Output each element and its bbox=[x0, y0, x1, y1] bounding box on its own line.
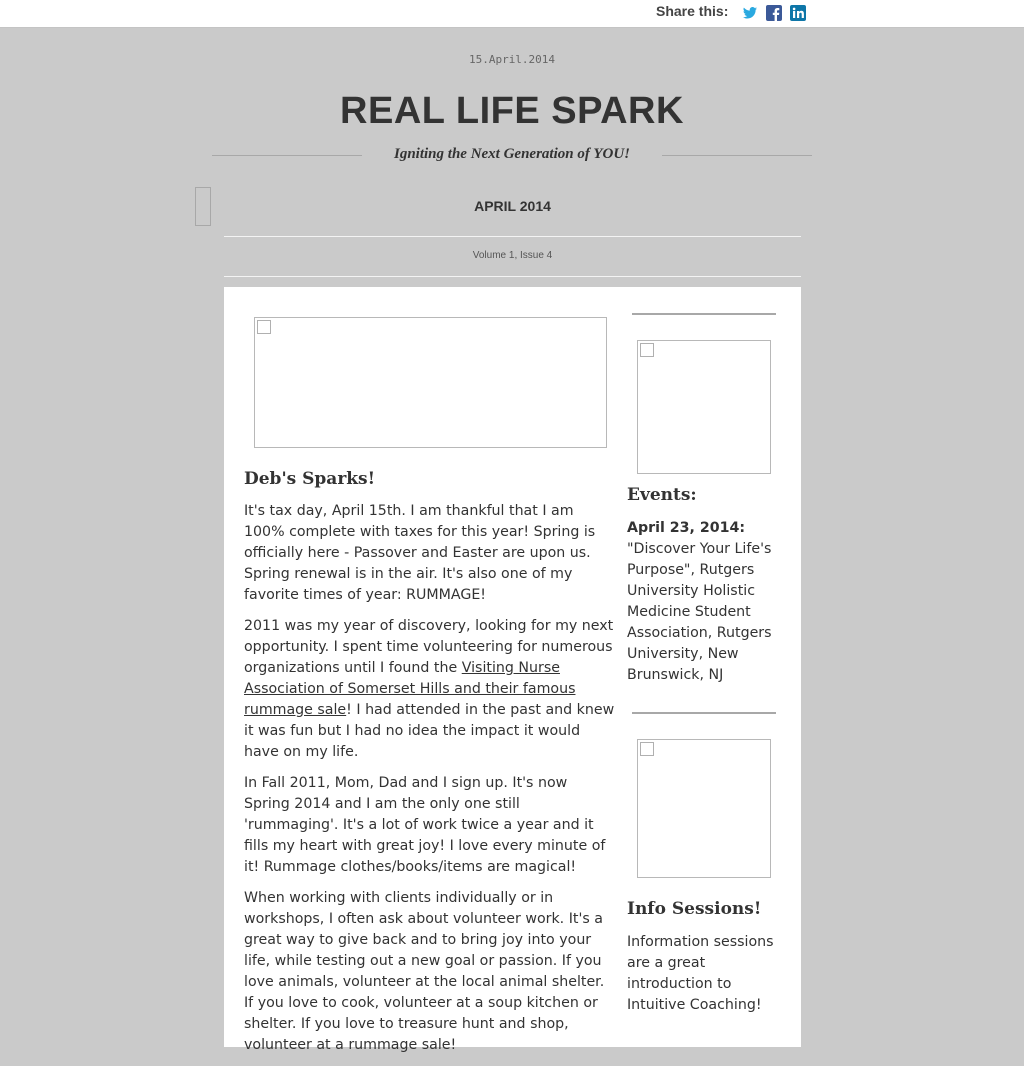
broken-image-icon bbox=[195, 187, 211, 226]
broken-image-icon bbox=[257, 320, 271, 334]
info-sessions-image bbox=[637, 739, 771, 878]
broken-image-icon bbox=[640, 343, 654, 357]
event-item bbox=[627, 518, 779, 686]
share-label: Share this: bbox=[656, 3, 729, 19]
paragraph: It's tax day, April 15th. I am thankful that I am 100% complete with taxes for this year! Spring is officially here - Passover and Easter are upon us. Spring renewal is in the air. It's also one of my favorite times of year: RUMMAGE! bbox=[244, 503, 596, 603]
newsletter-title: REAL LIFE SPARK bbox=[340, 90, 684, 132]
main-article-image bbox=[254, 317, 607, 448]
event-date: April 23, 2014: bbox=[627, 520, 746, 536]
paragraph: In Fall 2011, Mom, Dad and I sign up. It's now Spring 2014 and I am the only one still 'rummaging'. It's a lot of work twice a year and it fills my heart with great joy! I love every minute of it! Rummage clothes/books/items are magical! bbox=[244, 775, 606, 875]
linkedin-icon[interactable] bbox=[790, 5, 806, 21]
sidebar-divider bbox=[632, 712, 776, 714]
vna-rummage-link[interactable]: Visiting Nurse Association of Somerset Hills and their famous rummage sale bbox=[244, 660, 576, 718]
divider bbox=[224, 276, 801, 277]
info-sessions-text bbox=[627, 932, 779, 1016]
events-heading: Events: bbox=[627, 485, 697, 505]
main-heading: Deb's Sparks! bbox=[244, 469, 376, 489]
info-sessions-heading: Info Sessions! bbox=[627, 899, 762, 919]
issue-month: APRIL 2014 bbox=[474, 198, 551, 214]
content-card bbox=[224, 287, 801, 1053]
facebook-icon[interactable] bbox=[766, 5, 782, 21]
paragraph: When working with clients individually or in workshops, I often ask about volunteer work. It's a great way to give back and to bring joy into your life, while testing out a new goal or passion. If you love animals, volunteer at the local animal shelter. If you love to cook, volunteer at a soup kitchen or shelter. If you love to treasure hunt and shop, volunteer at a rummage sale! bbox=[244, 890, 605, 1053]
info-description: Information sessions are a great introduction to Intuitive Coaching! bbox=[627, 934, 774, 1013]
broken-image-icon bbox=[640, 742, 654, 756]
paragraph-text: 2011 was my year of discovery, looking for my next opportunity. I spent time volunteering for numerous organizations until I found the bbox=[244, 618, 614, 676]
issue-date: 15.April.2014 bbox=[468, 53, 556, 66]
volume-issue: Volume 1, Issue 4 bbox=[472, 250, 553, 261]
events-image bbox=[637, 340, 771, 474]
paragraph bbox=[244, 616, 616, 763]
newsletter-tagline: Igniting the Next Generation of YOU! bbox=[394, 146, 630, 162]
sidebar-divider bbox=[632, 313, 776, 315]
event-description: "Discover Your Life's Purpose", Rutgers University Holistic Medicine Student Association, Rutgers University, New Brunswick, NJ bbox=[627, 541, 772, 683]
divider bbox=[224, 236, 801, 237]
share-bar bbox=[0, 0, 1024, 28]
main-article bbox=[244, 501, 616, 1066]
twitter-icon[interactable] bbox=[742, 5, 758, 21]
paragraph-text: ! I had attended in the past and knew it was fun but I had no idea the impact it would have on my life. bbox=[244, 702, 615, 760]
